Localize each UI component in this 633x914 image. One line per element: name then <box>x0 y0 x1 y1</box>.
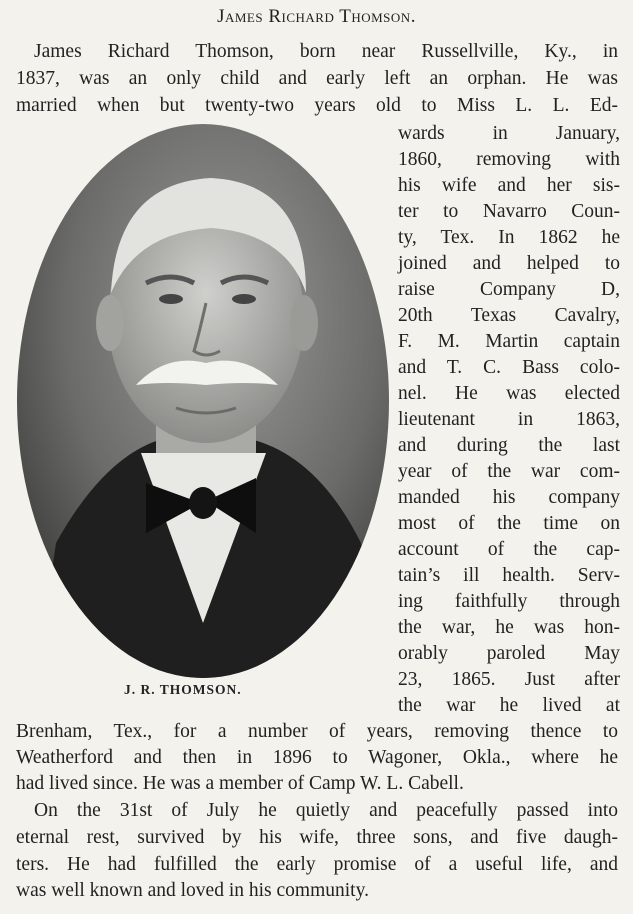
text-line: nel. He was elected <box>398 383 620 404</box>
text-line: ty, Tex. In 1862 he <box>398 227 620 248</box>
text-line: Brenham, Tex., for a number of years, removing thence to <box>16 721 618 742</box>
text-line: married when but twenty-two years old to Miss L. L. Ed- <box>16 95 618 116</box>
article-title: James Richard Thomson. <box>217 6 416 27</box>
text-line: On the 31st of July he quietly and peacefully passed into <box>34 800 618 821</box>
portrait-caption: J. R. THOMSON. <box>124 682 242 697</box>
text-line: 23, 1865. Just after <box>398 669 620 690</box>
text-line: wards in January, <box>398 123 620 144</box>
text-line: ing faithfully through <box>398 591 620 612</box>
text-line: F. M. Martin captain <box>398 331 620 352</box>
text-line: orably paroled May <box>398 643 620 664</box>
text-line: 20th Texas Cavalry, <box>398 305 620 326</box>
text-line: Weatherford and then in 1896 to Wagoner, Okla., where he <box>16 747 618 768</box>
text-line: ters. He had fulfilled the early promise of a useful life, and <box>16 854 618 875</box>
portrait-photo <box>16 123 390 679</box>
text-line: the war, he was hon- <box>398 617 620 638</box>
text-line: tain’s ill health. Serv- <box>398 565 620 586</box>
text-line: year of the war com- <box>398 461 620 482</box>
text-line: and T. C. Bass colo- <box>398 357 620 378</box>
text-line: raise Company D, <box>398 279 620 300</box>
text-line: eternal rest, survived by his wife, three sons, and five daugh- <box>16 827 618 848</box>
text-line: most of the time on <box>398 513 620 534</box>
text-line: the war he lived at <box>398 695 620 716</box>
text-line: 1860, removing with <box>398 149 620 170</box>
text-line: James Richard Thomson, born near Russellville, Ky., in <box>34 41 618 62</box>
text-line: ter to Navarro Coun- <box>398 201 620 222</box>
text-line: account of the cap- <box>398 539 620 560</box>
text-line: manded his company <box>398 487 620 508</box>
text-line: was well known and loved in his community. <box>16 880 369 901</box>
text-line: 1837, was an only child and early left an orphan. He was <box>16 68 618 89</box>
text-line: had lived since. He was a member of Camp W. L. Cabell. <box>16 773 464 794</box>
text-line: his wife and her sis- <box>398 175 620 196</box>
text-line: lieutenant in 1863, <box>398 409 620 430</box>
text-line: joined and helped to <box>398 253 620 274</box>
text-line: and during the last <box>398 435 620 456</box>
